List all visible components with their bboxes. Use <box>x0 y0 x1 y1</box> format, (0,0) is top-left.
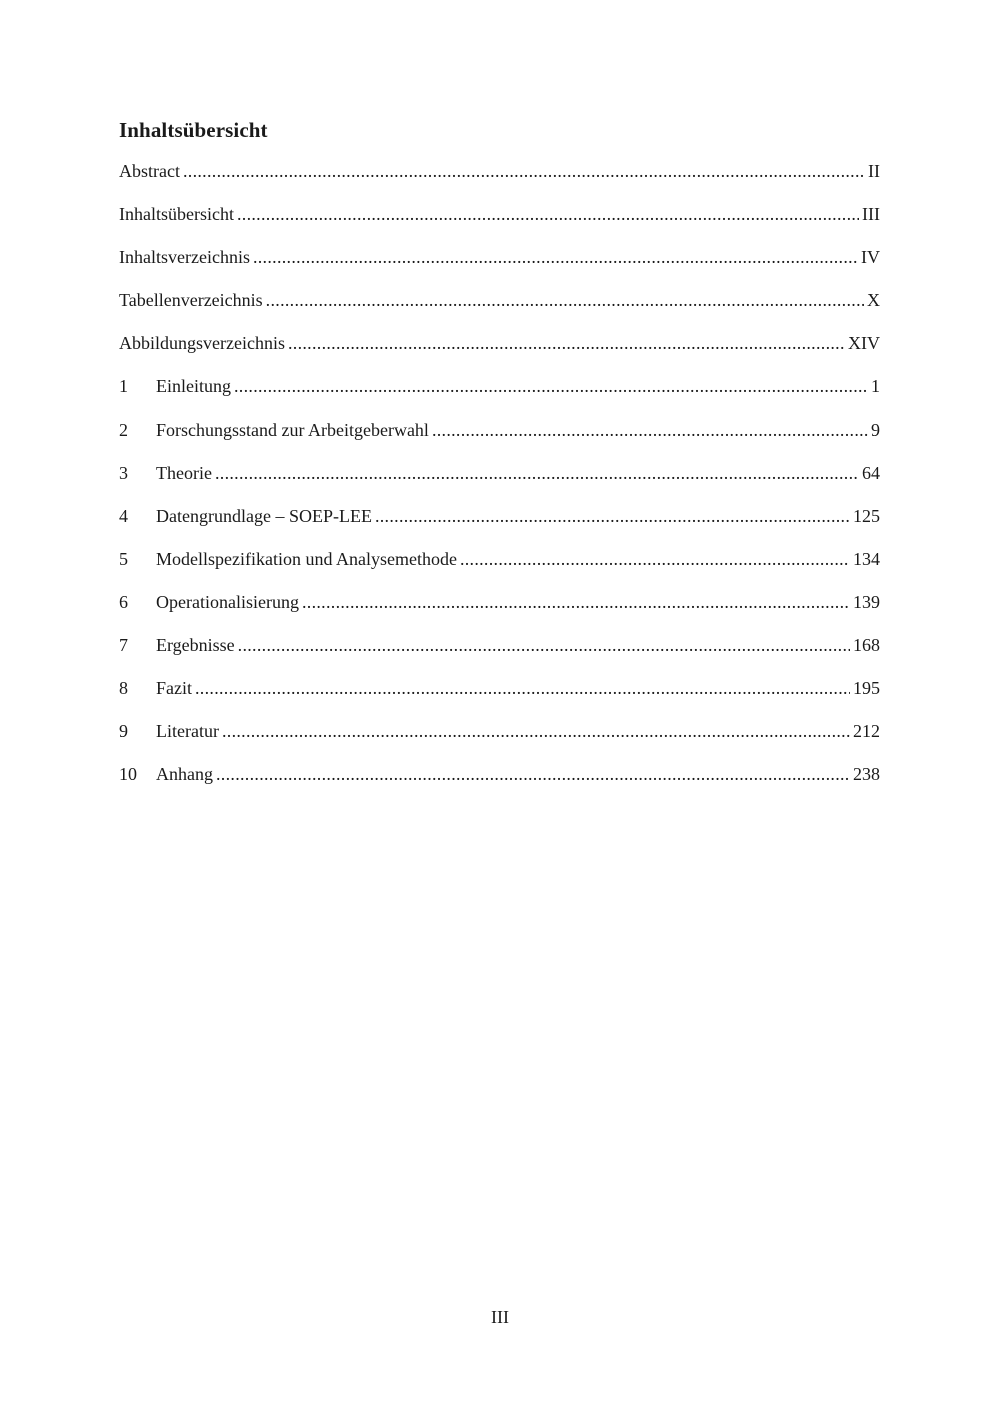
page-number: III <box>491 1307 509 1327</box>
toc-leader-dots <box>216 760 850 788</box>
toc-entry-label: Inhaltsverzeichnis <box>119 247 250 268</box>
toc-entry-label: Datengrundlage – SOEP-LEE <box>156 505 372 526</box>
toc-entry-page: X <box>867 290 880 311</box>
toc-entry-chapter-8[interactable] <box>119 674 880 717</box>
toc-leader-dots <box>215 459 859 487</box>
toc-entry-chapter-5[interactable] <box>119 545 880 588</box>
toc-entry-chapter-7[interactable] <box>119 631 880 674</box>
toc-leader-dots <box>288 329 845 357</box>
toc-leader-dots <box>253 243 858 271</box>
toc-leader-dots <box>222 717 850 745</box>
toc-entry-number: 2 <box>119 419 128 440</box>
toc-leader-dots <box>375 502 850 530</box>
toc-entry-abstract[interactable] <box>119 157 880 200</box>
toc-entry-page: 212 <box>853 721 880 742</box>
toc-entry-tabellenverzeichnis[interactable] <box>119 286 880 329</box>
toc-leader-dots <box>237 200 859 228</box>
toc-leader-dots <box>238 631 850 659</box>
toc-entry-chapter-2[interactable] <box>119 416 880 459</box>
toc-entry-number: 9 <box>119 721 128 742</box>
toc-entry-page: 125 <box>853 505 880 526</box>
toc-entry-inhaltsverzeichnis[interactable] <box>119 243 880 286</box>
toc-entry-label: Operationalisierung <box>156 591 299 612</box>
toc-entry-label: Fazit <box>156 678 192 699</box>
toc-entry-label: Theorie <box>156 462 212 483</box>
toc-entry-page: 9 <box>871 419 880 440</box>
toc-entry-page: III <box>862 204 880 225</box>
toc-entry-page: 139 <box>853 591 880 612</box>
toc-entry-page: 195 <box>853 678 880 699</box>
toc-entry-chapter-6[interactable] <box>119 588 880 631</box>
toc-entry-page: IV <box>861 247 880 268</box>
toc-list <box>119 157 880 803</box>
toc-entry-inhaltsuebersicht[interactable] <box>119 200 880 243</box>
toc-entry-number: 3 <box>119 462 128 483</box>
toc-entry-chapter-4[interactable] <box>119 502 880 545</box>
toc-entry-label: Ergebnisse <box>156 635 235 656</box>
toc-leader-dots <box>183 157 865 185</box>
toc-entry-page: 238 <box>853 764 880 785</box>
toc-entry-chapter-1[interactable] <box>119 372 880 415</box>
toc-entry-chapter-10[interactable] <box>119 760 880 803</box>
toc-entry-page: II <box>868 161 880 181</box>
toc-entry-abbildungsverzeichnis[interactable] <box>119 329 880 372</box>
toc-entry-label: Forschungsstand zur Arbeitgeberwahl <box>156 419 429 440</box>
toc-entry-label: Einleitung <box>156 376 231 397</box>
toc-entry-label: Tabellenverzeichnis <box>119 290 263 311</box>
toc-entry-chapter-9[interactable] <box>119 717 880 760</box>
toc-leader-dots <box>266 286 864 314</box>
toc-entry-label: Inhaltsübersicht <box>119 204 234 225</box>
toc-entry-number: 4 <box>119 505 128 526</box>
toc-entry-page: 1 <box>871 376 880 397</box>
toc-entry-chapter-3[interactable] <box>119 459 880 502</box>
toc-entry-page: 64 <box>862 462 880 483</box>
toc-entry-number: 8 <box>119 678 128 699</box>
toc-entry-label: Anhang <box>156 764 213 785</box>
toc-entry-number: 7 <box>119 635 128 656</box>
toc-entry-label: Literatur <box>156 721 219 742</box>
toc-entry-number: 1 <box>119 376 128 397</box>
toc-leader-dots <box>302 588 850 616</box>
toc-entry-number: 5 <box>119 548 128 569</box>
toc-entry-number: 10 <box>119 764 137 785</box>
toc-entry-label: Abstract <box>119 161 180 181</box>
toc-leader-dots <box>432 416 868 444</box>
toc-leader-dots <box>195 674 850 702</box>
toc-entry-label: Modellspezifikation und Analysemethode <box>156 548 457 569</box>
toc-entry-page: 168 <box>853 635 880 656</box>
toc-entry-number: 6 <box>119 591 128 612</box>
toc-entry-page: 134 <box>853 548 880 569</box>
toc-leader-dots <box>460 545 850 573</box>
toc-entry-page: XIV <box>848 333 880 354</box>
toc-leader-dots <box>234 372 868 400</box>
page-title: Inhaltsübersicht <box>119 118 268 142</box>
toc-entry-label: Abbildungsverzeichnis <box>119 333 285 354</box>
